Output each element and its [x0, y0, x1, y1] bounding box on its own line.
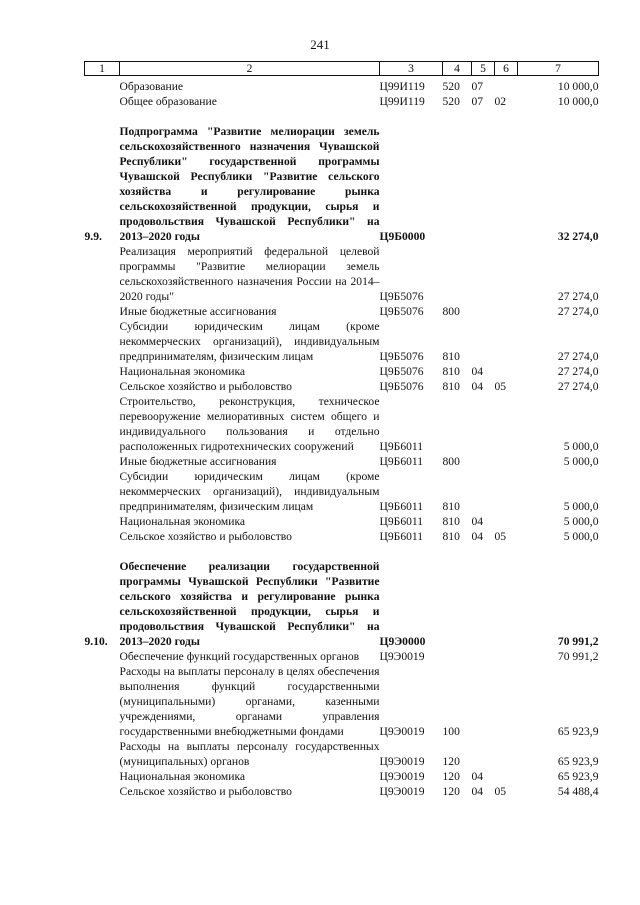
amount-cell: 70 991,2 [557, 635, 599, 648]
section-code-cell: 04 [471, 380, 484, 393]
section-code-cell [472, 319, 495, 364]
column-header: 5 [472, 62, 495, 76]
amount-cell: 5 000,0 [563, 515, 599, 528]
spacer-row [85, 109, 599, 124]
table-row [85, 94, 599, 109]
subsection-code-cell [495, 664, 518, 739]
expense-name-cell: Реализация мероприятий федеральной целевой программы "Развитие мелиорации земель сельскохозяйственного назначения России на 2014–2020 годы" [119, 245, 380, 303]
amount-cell: 10 000,0 [557, 95, 599, 108]
column-header: 6 [495, 62, 518, 76]
amount-cell: 5 000,0 [563, 440, 599, 453]
target-article-code-cell: Ц9Э0019 [379, 770, 425, 783]
expense-name-cell: Субсидии юридическим лицам (кроме некоммерческих организаций), индивидуальным предпринимателям, физическим лицам [119, 470, 380, 513]
table-row [85, 394, 599, 454]
section-code-cell: 07 [471, 80, 484, 93]
expense-name-cell: Подпрограмма "Развитие мелиорации земель сельскохозяйственного назначения Чувашской Республики" государственной программы Чувашской Республики "Развитие сельского хозяйства и регулирование рынка сельскохозяйственной продукции, сырья и продовольствия Чувашской Республики" на 2013–2020 годы [119, 125, 380, 243]
section-code-cell [472, 304, 495, 319]
column-header: 1 [85, 62, 120, 76]
section-number-cell [85, 469, 120, 514]
target-article-code-cell: Ц99И119 [379, 80, 425, 93]
expense-type-code-cell: 120 [442, 755, 460, 768]
expense-type-code-cell: 810 [442, 500, 460, 513]
section-number-cell [85, 529, 120, 544]
section-code-cell [472, 394, 495, 454]
subsection-code-cell [495, 394, 518, 454]
table-row [85, 529, 599, 544]
subsection-code-cell [495, 124, 518, 244]
target-article-code-cell: Ц9Б5076 [379, 290, 424, 303]
target-article-code-cell: Ц9Э0019 [379, 725, 425, 738]
amount-cell: 65 923,9 [557, 770, 599, 783]
subsection-code-cell [495, 304, 518, 319]
expense-type-code-cell: 520 [442, 95, 460, 108]
section-code-cell [472, 124, 495, 244]
target-article-code-cell: Ц9Б6011 [379, 440, 424, 453]
amount-cell: 5 000,0 [563, 530, 599, 543]
subsection-code-cell [495, 319, 518, 364]
subsection-code-cell [495, 739, 518, 769]
section-code-cell [472, 649, 495, 664]
target-article-code-cell: Ц9Э0019 [379, 650, 425, 663]
section-code-cell: 04 [471, 530, 484, 543]
target-article-code-cell: Ц9Э0019 [379, 755, 425, 768]
section-number-cell [85, 784, 120, 799]
column-header: 2 [120, 62, 380, 76]
expense-type-code-cell: 810 [442, 530, 460, 543]
amount-cell: 65 923,9 [557, 725, 599, 738]
target-article-code-cell: Ц9Б5076 [379, 365, 424, 378]
amount-cell: 10 000,0 [557, 80, 599, 93]
table-row [85, 304, 599, 319]
target-article-code-cell: Ц99И119 [379, 95, 425, 108]
table-row [85, 76, 599, 95]
amount-cell: 5 000,0 [563, 500, 599, 513]
expense-type-code-cell: 120 [442, 785, 460, 798]
page-number: 241 [310, 37, 330, 52]
target-article-code-cell: Ц9Б6011 [379, 515, 424, 528]
amount-cell: 32 274,0 [557, 230, 599, 243]
section-code-cell: 04 [471, 365, 484, 378]
expense-type-code-cell: 120 [442, 770, 460, 783]
expense-name-cell: Национальная экономика [119, 515, 246, 528]
subsection-code-cell [495, 364, 518, 379]
target-article-code-cell: Ц9Б6011 [379, 455, 424, 468]
expense-type-code-cell: 100 [442, 725, 460, 738]
amount-cell: 27 274,0 [557, 365, 599, 378]
target-article-code-cell: Ц9Б5076 [379, 380, 424, 393]
spacer-cell [85, 544, 599, 559]
section-number-cell [85, 319, 120, 364]
target-article-code-cell: Ц9Б5076 [379, 350, 424, 363]
expense-name-cell: Образование [119, 80, 184, 93]
table-row [85, 454, 599, 469]
subsection-code-cell [495, 514, 518, 529]
expense-type-code-cell: 800 [442, 305, 460, 318]
section-row [85, 559, 599, 649]
amount-cell: 27 274,0 [557, 380, 599, 393]
column-header: 7 [518, 62, 599, 76]
target-article-code-cell: Ц9Э0000 [379, 635, 426, 648]
section-number-cell [85, 364, 120, 379]
section-code-cell [472, 244, 495, 304]
subsection-code-cell: 05 [494, 785, 507, 798]
expense-type-code-cell: 810 [442, 350, 460, 363]
subsection-code-cell: 05 [494, 530, 507, 543]
section-number-cell [85, 769, 120, 784]
section-number-cell [85, 514, 120, 529]
section-number-cell [85, 394, 120, 454]
section-number-cell [85, 739, 120, 769]
section-code-cell: 04 [471, 785, 484, 798]
section-number-cell [85, 304, 120, 319]
expense-name-cell: Общее образование [119, 95, 217, 108]
table-row [85, 379, 599, 394]
target-article-code-cell: Ц9Б0000 [379, 230, 426, 243]
column-header: 3 [380, 62, 443, 76]
amount-cell: 5 000,0 [563, 455, 599, 468]
expense-name-cell: Субсидии юридическим лицам (кроме некоммерческих организаций), индивидуальным предпринимателям, физическим лицам [119, 320, 380, 363]
expense-name-cell: Сельское хозяйство и рыболовство [119, 530, 292, 543]
amount-cell: 54 488,4 [557, 785, 599, 798]
section-code-cell: 04 [471, 770, 484, 783]
section-number-cell [85, 649, 120, 664]
amount-cell: 65 923,9 [557, 755, 599, 768]
subsection-code-cell [495, 559, 518, 649]
spacer-row [85, 544, 599, 559]
expense-name-cell: Расходы на выплаты персоналу государственных (муниципальных) органов [119, 740, 380, 768]
expense-name-cell: Сельское хозяйство и рыболовство [119, 380, 292, 393]
target-article-code-cell: Ц9Б6011 [379, 500, 424, 513]
section-code-cell [472, 739, 495, 769]
expense-type-code-cell: 800 [442, 455, 460, 468]
subsection-code-cell [495, 244, 518, 304]
expense-name-cell: Иные бюджетные ассигнования [119, 305, 277, 318]
subsection-code-cell [495, 649, 518, 664]
section-number-cell [85, 454, 120, 469]
table-row [85, 784, 599, 799]
target-article-code-cell: Ц9Б5076 [379, 305, 424, 318]
target-article-code-cell: Ц9Б6011 [379, 530, 424, 543]
section-number-cell: 9.10. [84, 635, 108, 648]
expense-type-code-cell: 810 [442, 515, 460, 528]
section-code-cell [472, 454, 495, 469]
section-number-cell: 9.9. [84, 230, 102, 243]
table-header [85, 62, 599, 76]
target-article-code-cell: Ц9Э0019 [379, 785, 425, 798]
section-number-cell [85, 664, 120, 739]
amount-cell: 27 274,0 [557, 350, 599, 363]
section-number-cell [85, 244, 120, 304]
subsection-code-cell [495, 469, 518, 514]
table-row [85, 649, 599, 664]
amount-cell: 27 274,0 [557, 305, 599, 318]
expense-type-code-cell: 810 [442, 380, 460, 393]
expense-type-code-cell: 520 [442, 80, 460, 93]
column-header: 4 [443, 62, 472, 76]
spacer-cell [85, 109, 599, 124]
expense-type-code-cell [443, 559, 472, 649]
table-row [85, 319, 599, 364]
expense-type-code-cell [443, 394, 472, 454]
expense-name-cell: Иные бюджетные ассигнования [119, 455, 277, 468]
subsection-code-cell: 02 [494, 95, 507, 108]
expense-type-code-cell: 810 [442, 365, 460, 378]
expense-type-code-cell [443, 124, 472, 244]
section-number-cell [85, 379, 120, 394]
table-row [85, 364, 599, 379]
expense-name-cell: Национальная экономика [119, 365, 246, 378]
section-code-cell [472, 559, 495, 649]
table-row [85, 664, 599, 739]
section-row [85, 124, 599, 244]
budget-table [84, 61, 599, 799]
expense-name-cell: Обеспечение функций государственных органов [119, 650, 360, 663]
table-row [85, 469, 599, 514]
section-code-cell: 04 [471, 515, 484, 528]
subsection-code-cell [495, 454, 518, 469]
subsection-code-cell [495, 76, 518, 95]
expense-name-cell: Национальная экономика [119, 770, 246, 783]
table-row [85, 769, 599, 784]
amount-cell: 27 274,0 [557, 290, 599, 303]
table-row [85, 514, 599, 529]
subsection-code-cell: 05 [494, 380, 507, 393]
table-row [85, 739, 599, 769]
section-number-cell [85, 76, 120, 95]
header-row [85, 62, 599, 76]
expense-type-code-cell [443, 649, 472, 664]
subsection-code-cell [495, 769, 518, 784]
expense-name-cell: Строительство, реконструкция, техническое перевооружение мелиоративных систем общего и индивидуального пользования и отдельно расположенных гидротехнических сооружений [119, 395, 380, 453]
amount-cell: 70 991,2 [557, 650, 599, 663]
expense-name-cell: Расходы на выплаты персоналу в целях обеспечения выполнения функций государственными (муниципальными) органами, казенными учреждениями, органами управления государственными внебюджетными фондами [119, 665, 380, 738]
section-code-cell: 07 [471, 95, 484, 108]
expense-name-cell: Сельское хозяйство и рыболовство [119, 785, 292, 798]
table-body [85, 76, 599, 800]
section-code-cell [472, 469, 495, 514]
section-code-cell [472, 664, 495, 739]
table-row [85, 244, 599, 304]
expense-name-cell: Обеспечение реализации государственной программы Чувашской Республики "Развитие сельского хозяйства и регулирование рынка сельскохозяйственной продукции, сырья и продовольствия Чувашской Республики" на 2013–2020 годы [119, 560, 380, 648]
section-number-cell [85, 94, 120, 109]
expense-type-code-cell [443, 244, 472, 304]
